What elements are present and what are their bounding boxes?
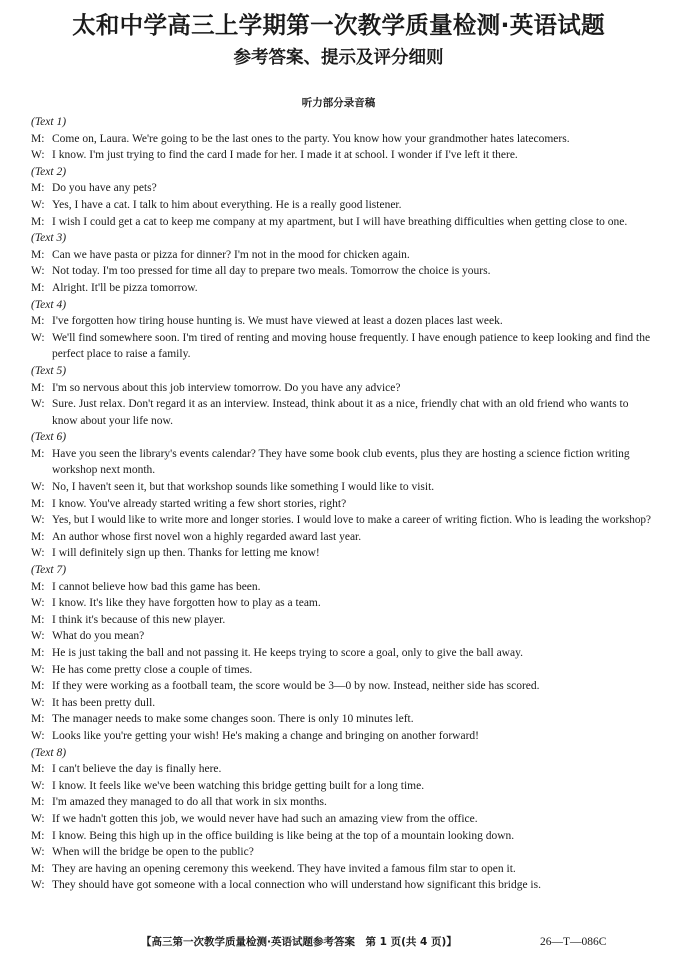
document-title: 太和中学高三上学期第一次教学质量检测·英语试题 — [72, 11, 605, 39]
speaker-label: W: — [31, 696, 45, 709]
speaker-label: W: — [31, 398, 45, 411]
speaker-label: M: — [31, 680, 45, 693]
dialogue-text: I wish I could get a cat to keep me company at my apartment, but I will have breathing difficulties when getting close to one. — [52, 215, 628, 228]
dialogue-line — [31, 380, 651, 397]
speaker-label: W: — [31, 812, 45, 825]
dialogue-line — [31, 612, 651, 629]
dialogue-text: They are having an opening ceremony this weekend. They have invited a famous film star to open it. — [52, 862, 516, 875]
speaker-label: W: — [31, 779, 45, 792]
dialogue-line — [31, 280, 651, 297]
dialogue-text: Have you seen the library's events calendar? They have some book club events, plus they are hosting a science fiction writing workshop next month. — [52, 447, 630, 477]
dialogue-line — [31, 446, 651, 479]
dialogue-line — [31, 877, 651, 894]
speaker-label: M: — [31, 530, 45, 543]
transcript — [31, 114, 651, 894]
speaker-label: M: — [31, 713, 45, 726]
dialogue-line — [31, 147, 651, 164]
dialogue-text: I cannot believe how bad this game has been. — [52, 580, 261, 593]
speaker-label: W: — [31, 331, 45, 344]
footer-page-info: 【高三第一次教学质量检测·英语试题参考答案 第 1 页(共 4 页)】 — [141, 936, 457, 948]
dialogue-text: He has come pretty close a couple of times. — [52, 663, 253, 676]
text-section-label: (Text 7) — [31, 564, 67, 577]
speaker-label: M: — [31, 497, 45, 510]
dialogue-text: When will the bridge be open to the public? — [52, 846, 254, 859]
dialogue-line — [31, 711, 651, 728]
dialogue-line — [31, 263, 651, 280]
dialogue-text: I know. You've already started writing a few short stories, right? — [52, 497, 347, 510]
speaker-label: W: — [31, 149, 45, 162]
dialogue-text: No, I haven't seen it, but that workshop sounds like something I would like to visit. — [52, 481, 435, 494]
text-section-label: (Text 8) — [31, 746, 67, 759]
text-section-label: (Text 2) — [31, 165, 67, 178]
dialogue-line — [31, 247, 651, 264]
dialogue-line — [31, 313, 651, 330]
speaker-label: M: — [31, 796, 45, 809]
dialogue-text: They should have got someone with a local connection who will understand how significant this bridge is. — [52, 879, 541, 892]
dialogue-text: I'm so nervous about this job interview tomorrow. Do you have any advice? — [52, 381, 401, 394]
dialogue-line — [31, 695, 651, 712]
speaker-label: M: — [31, 862, 45, 875]
dialogue-text: I'm amazed they managed to do all that work in six months. — [52, 796, 327, 809]
dialogue-text: The manager needs to make some changes soon. There is only 10 minutes left. — [52, 713, 414, 726]
speaker-label: W: — [31, 846, 45, 859]
dialogue-line — [31, 180, 651, 197]
dialogue-line — [31, 496, 651, 513]
dialogue-line — [31, 214, 651, 231]
dialogue-text: Not today. I'm too pressed for time all day to prepare two meals. Tomorrow the choice is yours. — [52, 265, 491, 278]
speaker-label: M: — [31, 182, 45, 195]
dialogue-line — [31, 861, 651, 878]
speaker-label: M: — [31, 613, 45, 626]
dialogue-text: If they were working as a football team, the score would be 3—0 by now. Instead, neither side has scored. — [52, 680, 540, 693]
footer-exam-code: 26—T—086C — [540, 936, 607, 948]
dialogue-line — [31, 794, 651, 811]
dialogue-line — [31, 811, 651, 828]
dialogue-text: It has been pretty dull. — [52, 696, 156, 709]
dialogue-line — [31, 662, 651, 679]
dialogue-text: I know. I'm just trying to find the card I made for her. I made it at school. I wonder if I've left it there. — [52, 149, 518, 162]
dialogue-line — [31, 197, 651, 214]
dialogue-text: I've forgotten how tiring house hunting is. We must have viewed at least a dozen places last week. — [52, 315, 503, 328]
text-section-label: (Text 6) — [31, 431, 67, 444]
text-section-label: (Text 4) — [31, 298, 67, 311]
dialogue-line — [31, 131, 651, 148]
dialogue-line — [31, 396, 651, 429]
dialogue-line — [31, 628, 651, 645]
speaker-label: M: — [31, 215, 45, 228]
dialogue-line — [31, 645, 651, 662]
dialogue-text: Yes, I have a cat. I talk to him about everything. He is a really good listener. — [52, 198, 402, 211]
dialogue-text: I think it's because of this new player. — [52, 613, 226, 626]
dialogue-line — [31, 778, 651, 795]
speaker-label: M: — [31, 647, 45, 659]
speaker-label: W: — [31, 265, 45, 278]
dialogue-line — [31, 828, 651, 845]
dialogue-text: I will definitely sign up then. Thanks for letting me know! — [52, 547, 320, 560]
dialogue-text: Alright. It'll be pizza tomorrow. — [52, 281, 198, 294]
speaker-label: M: — [31, 381, 45, 394]
speaker-label: M: — [31, 315, 45, 328]
speaker-label: M: — [31, 763, 45, 776]
dialogue-line — [31, 728, 651, 745]
dialogue-text: Sure. Just relax. Don't regard it as an interview. Instead, think about it as a nice, friendly chat with an old friend who wants to know about your life now. — [52, 398, 629, 427]
dialogue-text: What do you mean? — [52, 630, 145, 643]
speaker-label: M: — [31, 447, 45, 460]
dialogue-text: Can we have pasta or pizza for dinner? I'm not in the mood for chicken again. — [52, 248, 410, 261]
text-section-label: (Text 1) — [31, 116, 67, 128]
dialogue-line — [31, 844, 651, 861]
speaker-label: M: — [31, 132, 45, 145]
dialogue-text: I know. It's like they have forgotten how to play as a team. — [52, 597, 321, 610]
dialogue-text: If we hadn't gotten this job, we would never have had such an amazing view from the office. — [52, 812, 478, 825]
section-heading: 听力部分录音稿 — [301, 97, 376, 109]
dialogue-text: I can't believe the day is finally here. — [52, 763, 222, 776]
dialogue-line — [31, 330, 651, 363]
dialogue-line — [31, 512, 651, 529]
speaker-label: W: — [31, 514, 45, 527]
dialogue-text: An author whose first novel won a highly regarded award last year. — [52, 530, 362, 543]
speaker-label: W: — [31, 481, 45, 494]
speaker-label: W: — [31, 597, 45, 610]
dialogue-text: I know. Being this high up in the office building is like being at the top of a mountain looking down. — [52, 829, 515, 842]
speaker-label: W: — [31, 547, 45, 560]
dialogue-line — [31, 678, 651, 695]
document-subtitle: 参考答案、提示及评分细则 — [233, 48, 444, 68]
speaker-label: M: — [31, 580, 45, 593]
speaker-label: M: — [31, 248, 45, 261]
dialogue-line — [31, 479, 651, 496]
speaker-label: W: — [31, 630, 45, 643]
dialogue-text: Do you have any pets? — [52, 182, 157, 195]
speaker-label: W: — [31, 663, 45, 676]
text-section-label: (Text 5) — [31, 364, 67, 377]
dialogue-text: We'll find somewhere soon. I'm tired of renting and moving house frequently. I have enough patience to keep looking and find the perfect place to raise a family. — [52, 331, 651, 361]
speaker-label: M: — [31, 281, 45, 294]
dialogue-line — [31, 545, 651, 562]
dialogue-line — [31, 579, 651, 596]
speaker-label: W: — [31, 198, 45, 211]
dialogue-line — [31, 529, 651, 546]
speaker-label: W: — [31, 729, 45, 742]
dialogue-text: Yes, but I would like to write more and longer stories. I would love to make a career of writing fiction. Who is leading the workshop? — [52, 514, 652, 527]
dialogue-text: He is just taking the ball and not passing it. He keeps trying to score a goal, only to give the ball away. — [52, 647, 523, 659]
dialogue-text: I know. It feels like we've been watching this bridge getting built for a long time. — [52, 779, 425, 792]
dialogue-text: Come on, Laura. We're going to be the last ones to the party. You know how your grandmother hates latecomers. — [52, 132, 570, 145]
dialogue-line — [31, 595, 651, 612]
speaker-label: W: — [31, 879, 45, 892]
dialogue-line — [31, 761, 651, 778]
dialogue-text: Looks like you're getting your wish! He's making a change and bringing on another forward! — [52, 729, 479, 742]
speaker-label: M: — [31, 829, 45, 842]
text-section-label: (Text 3) — [31, 232, 67, 245]
